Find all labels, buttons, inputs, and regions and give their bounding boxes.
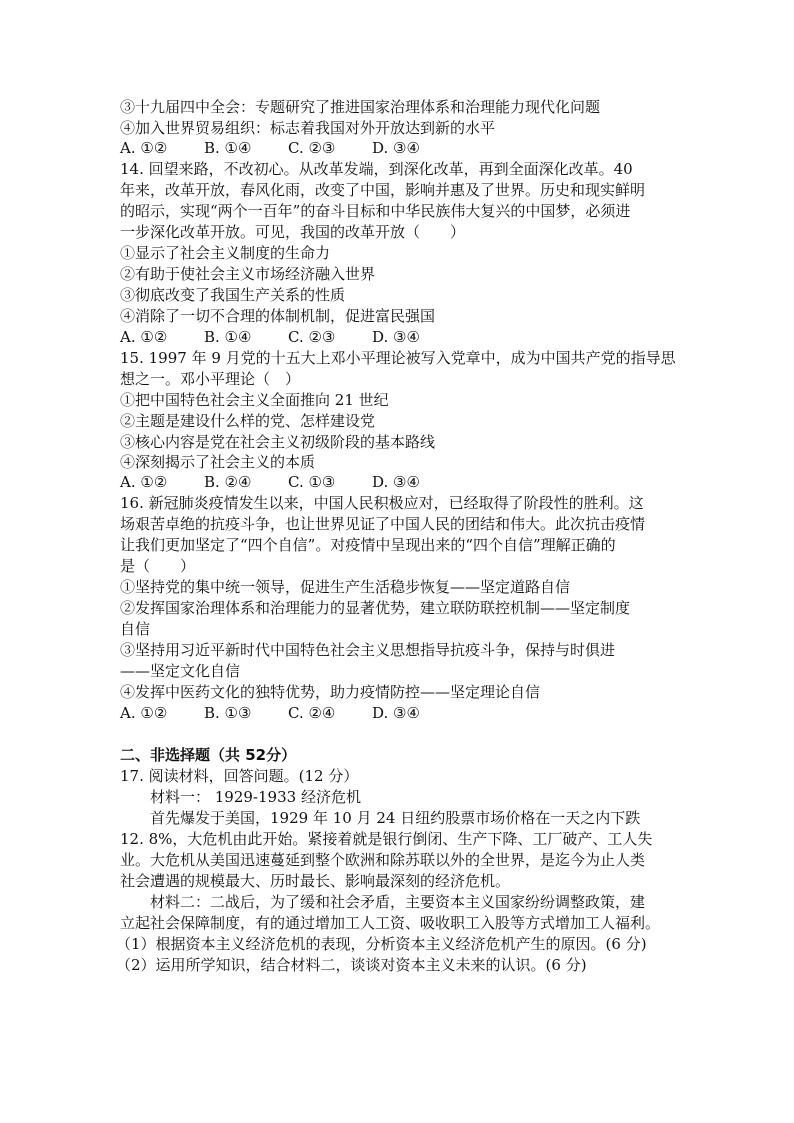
q17-material2-line: 材料二：二战后，为了缓和社会矛盾，主要资本主义国家纷纷调整政策，建	[150, 893, 646, 911]
option-d: D. ③④	[372, 704, 420, 722]
option-b: B. ①③	[204, 704, 252, 722]
option-c: C. ②③	[288, 139, 336, 157]
q15-stem-line: 15. 1997 年 9 月党的十五大上邓小平理论被写入党章中，成为中国共产党的指导思	[120, 349, 676, 367]
q16-item: ②发挥国家治理体系和治理能力的显著优势，建立联防联控机制——坚定制度	[120, 599, 631, 617]
option-d: D. ③④	[372, 328, 420, 346]
q13-item-4: ④加入世界贸易组织：标志着我国对外开放达到新的水平	[120, 119, 496, 137]
q16-item: ①坚持党的集中统一领导，促进生产生活稳步恢复——坚定道路自信	[120, 578, 571, 596]
q14-stem-line: 年来，改革开放，春风化雨，改变了中国，影响并惠及了世界。历史和现实鲜明	[120, 181, 646, 199]
q14-stem-line: 一步深化改革开放。可见，我国的改革开放（ ）	[120, 223, 466, 241]
q15-item: ③核心内容是党在社会主义初级阶段的基本路线	[120, 433, 436, 451]
q16-item: ④发挥中医药文化的独特优势，助力疫情防控——坚定理论自信	[120, 683, 541, 701]
q14-item: ①显示了社会主义制度的生命力	[120, 244, 331, 262]
q17-question: （1）根据资本主义经济危机的表现，分析资本主义经济危机产生的原因。(6 分)	[116, 935, 647, 953]
q13-options	[120, 138, 420, 158]
q17-material1-line: 业。大危机从美国迅速蔓延到整个欧洲和除苏联以外的全世界，是迄今为止人类	[120, 851, 646, 869]
q16-item: ——坚定文化自信	[120, 662, 241, 680]
q14-item: ③彻底改变了我国生产关系的性质	[120, 286, 346, 304]
option-a: A. ①②	[120, 139, 168, 157]
option-c: C. ①③	[288, 473, 336, 491]
section-heading: 二、非选择题（共 52分）	[120, 746, 297, 764]
q17-material2-line: 立起社会保障制度，有的通过增加工人工资、吸收职工入股等方式增加工人福利。	[120, 914, 661, 932]
q14-item: ②有助于使社会主义市场经济融入世界	[120, 265, 376, 283]
q15-item: ②主题是建设什么样的党、怎样建设党	[120, 412, 376, 430]
option-b: B. ②④	[204, 473, 252, 491]
option-a: A. ①②	[120, 328, 168, 346]
q16-item: 自信	[120, 620, 151, 638]
q15-item: ①把中国特色社会主义全面推向 21 世纪	[120, 391, 389, 409]
option-a: A. ①②	[120, 473, 168, 491]
option-c: C. ②③	[288, 328, 336, 346]
q16-item: ③坚持用习近平新时代中国特色社会主义思想指导抗疫斗争，保持与时俱进	[120, 641, 616, 659]
q14-item: ④消除了一切不合理的体制机制，促进富民强国	[120, 307, 436, 325]
q14-stem-line: 的昭示，实现“两个一百年”的奋斗目标和中华民族伟大复兴的中国梦，必须进	[120, 202, 631, 220]
q13-item-3: ③十九届四中全会：专题研究了推进国家治理体系和治理能力现代化问题	[120, 98, 601, 116]
option-c: C. ②④	[288, 704, 336, 722]
q17-material1-line: 首先爆发于美国，1929 年 10 月 24 日纽约股票市场价格在一天之内下跌	[150, 809, 641, 827]
option-a: A. ①②	[120, 704, 168, 722]
q17-stem: 17. 阅读材料，回答问题。(12 分）	[120, 767, 359, 785]
q14-options	[120, 327, 420, 347]
q16-stem-line: 让我们更加坚定了“四个自信”。对疫情中呈现出来的“四个自信”理解正确的	[120, 536, 616, 554]
q17-question: （2）运用所学知识，结合材料二，谈谈对资本主义未来的认识。(6 分)	[116, 956, 587, 974]
q16-stem-line: 16. 新冠肺炎疫情发生以来，中国人民积极应对，已经取得了阶段性的胜利。这	[120, 494, 644, 512]
q17-material1-line: 12. 8%，大危机由此开始。紧接着就是银行倒闭、生产下降、工厂破产、工人失	[120, 830, 653, 848]
q17-material1-line: 社会遭遇的规模最大、历时最长、影响最深刻的经济危机。	[120, 872, 511, 890]
q15-item: ④深刻揭示了社会主义的本质	[120, 453, 316, 471]
option-b: B. ①④	[204, 139, 252, 157]
q17-material1-title: 材料一： 1929-1933 经济危机	[150, 788, 361, 806]
q16-stem-line: 是（ ）	[120, 557, 196, 575]
q15-options	[120, 472, 420, 492]
q16-options	[120, 703, 420, 723]
q15-stem-line: 想之一。邓小平理论（ ）	[120, 370, 301, 388]
option-b: B. ①④	[204, 328, 252, 346]
q16-stem-line: 场艰苦卓绝的抗疫斗争，也让世界见证了中国人民的团结和伟大。此次抗击疫情	[120, 515, 646, 533]
option-d: D. ③④	[372, 473, 420, 491]
q14-stem-line: 14. 回望来路，不改初心。从改革发端，到深化改革，再到全面深化改革。40	[120, 160, 633, 178]
option-d: D. ③④	[372, 139, 420, 157]
